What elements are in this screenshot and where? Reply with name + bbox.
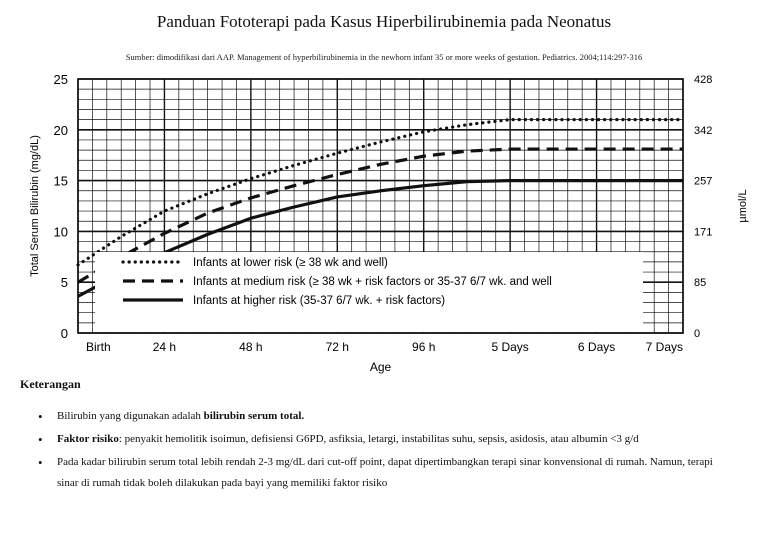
y2-axis-label: µmol/L: [737, 189, 749, 223]
legend-label: Infants at higher risk (35-37 6/7 wk. + risk factors): [193, 295, 446, 307]
x-tick-label: Birth: [86, 340, 111, 354]
x-tick-label: 96 h: [412, 340, 436, 354]
y-tick-label: 10: [53, 224, 68, 240]
x-tick-label: 6 Days: [577, 340, 616, 354]
note-item: • Faktor risiko: penyakit hemolitik isoimun, defisiensi G6PD, asfiksia, letargi, instabilitas suhu, sepsis, asidosis, atau albumin <3 g/d: [38, 429, 728, 450]
y-tick-label: 15: [53, 173, 68, 189]
y-tick-label: 5: [60, 275, 68, 291]
x-tick-label: 7 Days: [645, 340, 683, 354]
y-tick-label: 0: [60, 326, 68, 341]
x-tick-label: 24 h: [152, 340, 177, 354]
y-tick-label: 25: [53, 72, 68, 87]
legend-layer: [95, 252, 643, 332]
y-axis-label: Total Serum Bilirubin (mg/dL): [29, 135, 41, 277]
chart-title: Panduan Fototerapi pada Kasus Hiperbilirubinemia pada Neonatus: [156, 12, 612, 31]
notes-list: [38, 406, 728, 496]
legend-label: Infants at lower risk (≥ 38 wk and well): [193, 257, 388, 269]
x-tick-label: 5 Days: [491, 340, 529, 354]
x-tick-label: 72 h: [325, 340, 349, 354]
y-tick-label: 20: [53, 122, 68, 138]
chart-source: Sumber: dimodifikasi dari AAP. Management of hyperbilirubinemia in the newborn infant 35 or more weeks of gestation. Pediatrics. 2004;114:297-316: [125, 52, 643, 62]
notes-heading: Keterangan: [20, 377, 81, 391]
legend-label: Infants at medium risk (≥ 38 wk + risk factors or 35-37 6/7 wk. and well: [193, 276, 552, 288]
x-tick-label: 48 h: [239, 340, 263, 354]
y2-tick-label: 0: [694, 328, 701, 340]
y2-tick-label: 171: [694, 226, 713, 239]
y2-tick-label: 342: [694, 124, 713, 137]
y2-tick-label: 85: [694, 277, 707, 290]
y2-tick-label: 257: [694, 175, 713, 188]
note-item: • Bilirubin yang digunakan adalah bilirubin serum total.: [38, 406, 728, 427]
y2-tick-label: 428: [694, 74, 713, 86]
note-item: • Pada kadar bilirubin serum total lebih rendah 2-3 mg/dL dari cut-off point, dapat dipertimbangkan terapi sinar konvensional di rumah. Namun, terapi sinar di rumah tidak boleh dilakukan pada bayi yang memiliki faktor risiko: [38, 452, 728, 494]
x-axis-label: Age: [369, 360, 392, 374]
